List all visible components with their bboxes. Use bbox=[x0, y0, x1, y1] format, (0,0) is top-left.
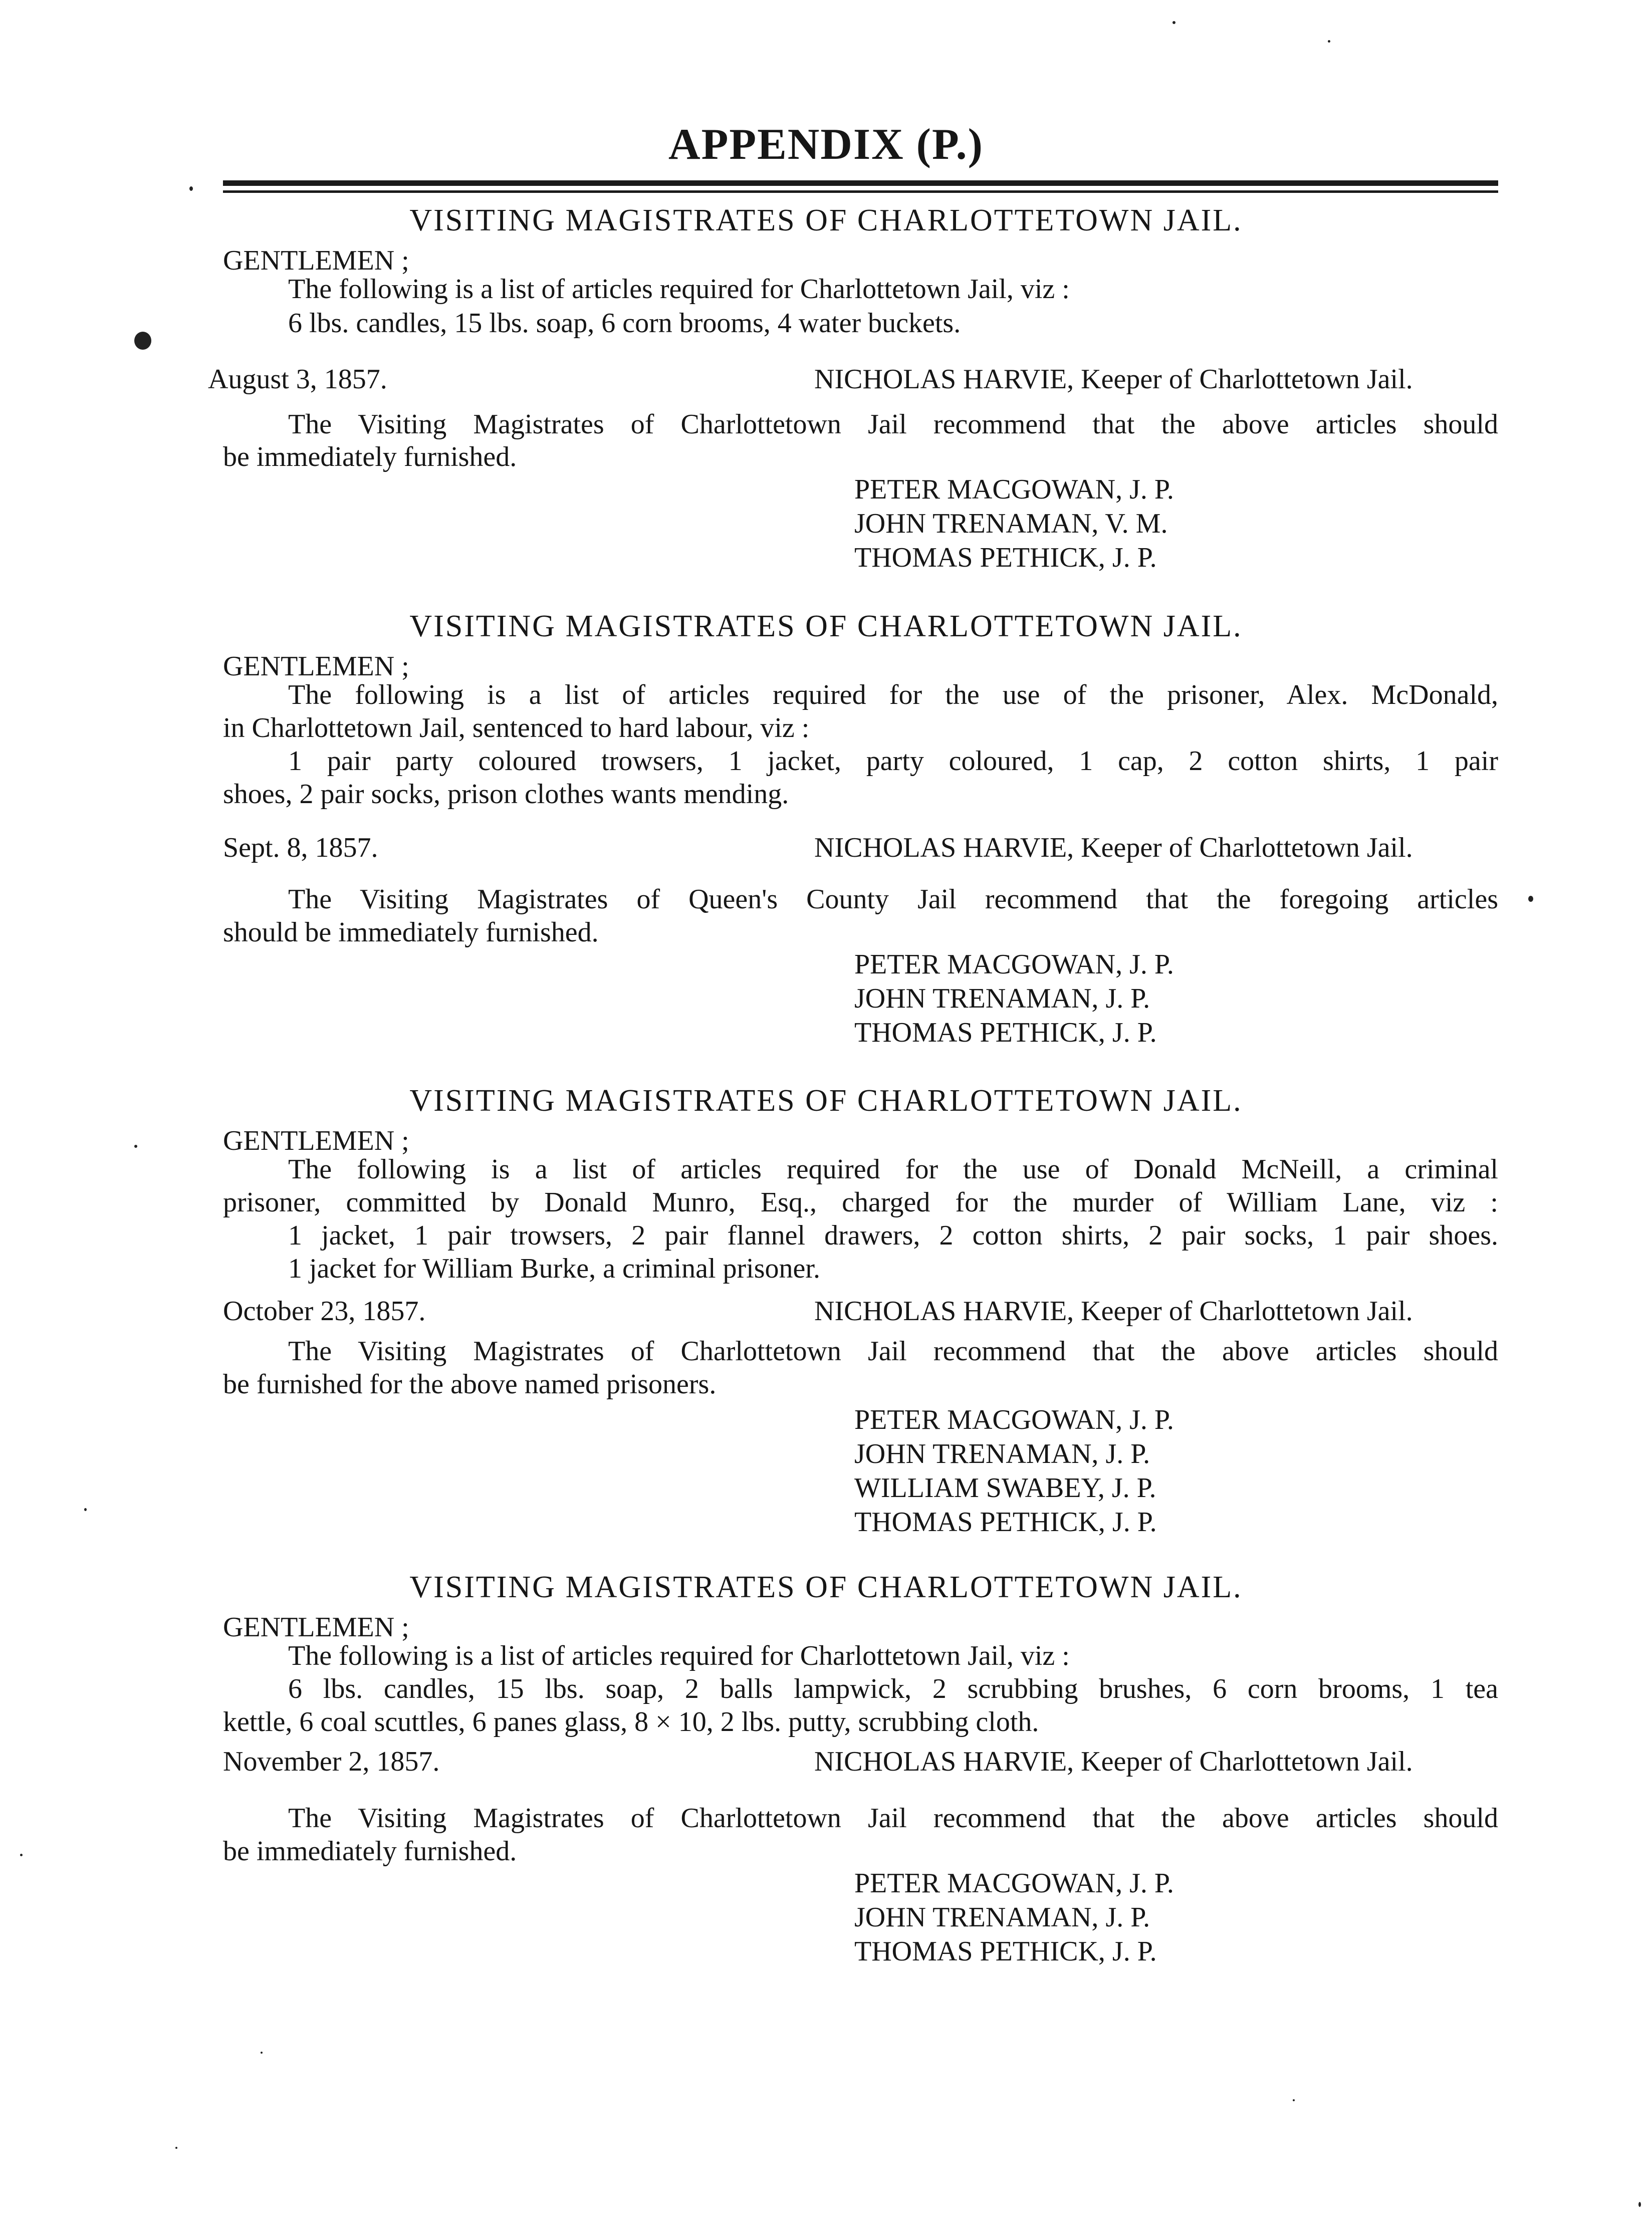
letter-date: November 2, 1857. bbox=[223, 1746, 440, 1777]
appendix-title: APPENDIX (P.) bbox=[668, 120, 984, 169]
body-line: shoes, 2 pair socks, prison clothes wants mending. bbox=[223, 779, 789, 810]
magistrate-title: V. M. bbox=[1098, 508, 1168, 539]
recommendation-line: be immediately furnished. bbox=[223, 441, 517, 472]
letter-date: October 23, 1857. bbox=[223, 1296, 426, 1327]
salutation: GENTLEMEN ; bbox=[223, 245, 409, 276]
magistrate-signature bbox=[854, 1867, 1174, 1899]
magistrate-title: J. P. bbox=[1105, 1936, 1157, 1967]
magistrate-name: JOHN TRENAMAN, bbox=[854, 1902, 1099, 1933]
keeper-title: Keeper of Charlottetown Jail. bbox=[1074, 1746, 1413, 1777]
keeper-signature bbox=[814, 363, 1413, 395]
magistrate-signature bbox=[854, 1506, 1157, 1538]
letter-date: Sept. 8, 1857. bbox=[223, 832, 378, 863]
recommendation-line: should be immediately furnished. bbox=[223, 917, 599, 948]
keeper-name: NICHOLAS HARVIE, bbox=[814, 364, 1074, 395]
scan-speck bbox=[175, 2147, 177, 2149]
recommendation-line: The Visiting Magistrates of Queen's County Jail recommend that the foregoing articles bbox=[288, 884, 1498, 915]
keeper-signature bbox=[814, 1295, 1413, 1327]
recommendation-line: The Visiting Magistrates of Charlottetown Jail recommend that the above articles should bbox=[288, 409, 1498, 440]
section-heading: VISITING MAGISTRATES OF CHARLOTTETOWN JAIL. bbox=[409, 1570, 1243, 1604]
magistrate-title: J. P. bbox=[1098, 1902, 1150, 1933]
body-line: 1 jacket for William Burke, a criminal prisoner. bbox=[288, 1253, 820, 1284]
magistrate-title: J. P. bbox=[1098, 983, 1150, 1014]
magistrate-name: JOHN TRENAMAN, bbox=[854, 508, 1099, 539]
title-rule-thick bbox=[223, 180, 1498, 186]
magistrate-name: PETER MACGOWAN, bbox=[854, 474, 1123, 505]
magistrate-signature bbox=[854, 508, 1167, 540]
scan-speck bbox=[1528, 896, 1533, 902]
section-heading: VISITING MAGISTRATES OF CHARLOTTETOWN JAIL. bbox=[409, 1084, 1243, 1118]
body-line: 6 lbs. candles, 15 lbs. soap, 2 balls lampwick, 2 scrubbing brushes, 6 corn brooms, 1 tea bbox=[288, 1673, 1498, 1704]
magistrate-signature bbox=[854, 948, 1174, 980]
magistrate-signature bbox=[854, 542, 1157, 574]
keeper-signature bbox=[814, 1746, 1413, 1778]
magistrate-signature bbox=[854, 1404, 1174, 1436]
body-line: The following is a list of articles required for the use of the prisoner, Alex. McDonald, bbox=[288, 679, 1498, 710]
keeper-name: NICHOLAS HARVIE, bbox=[814, 1746, 1074, 1777]
body-line: prisoner, committed by Donald Munro, Esq., charged for the murder of William Lane, viz : bbox=[223, 1187, 1498, 1218]
magistrate-name: THOMAS PETHICK, bbox=[854, 1936, 1105, 1967]
recommendation-line: The Visiting Magistrates of Charlottetown Jail recommend that the above articles should bbox=[288, 1336, 1498, 1367]
magistrate-title: J. P. bbox=[1105, 542, 1157, 573]
magistrate-title: J. P. bbox=[1098, 1438, 1150, 1469]
magistrate-signature bbox=[854, 982, 1150, 1015]
title-rule-thin bbox=[223, 190, 1498, 193]
scan-speck bbox=[134, 332, 151, 350]
salutation: GENTLEMEN ; bbox=[223, 1125, 409, 1156]
magistrate-title: J. P. bbox=[1122, 1868, 1174, 1899]
section-heading: VISITING MAGISTRATES OF CHARLOTTETOWN JAIL. bbox=[409, 609, 1243, 643]
recommendation-line: be immediately furnished. bbox=[223, 1836, 517, 1867]
magistrate-signature bbox=[854, 1472, 1156, 1504]
body-line: kettle, 6 coal scuttles, 6 panes glass, 8 × 10, 2 lbs. putty, scrubbing cloth. bbox=[223, 1706, 1039, 1738]
salutation: GENTLEMEN ; bbox=[223, 1612, 409, 1643]
magistrate-signature bbox=[854, 1935, 1157, 1967]
scan-speck bbox=[134, 1145, 137, 1148]
magistrate-signature bbox=[854, 1438, 1150, 1470]
scan-speck bbox=[1293, 2099, 1295, 2101]
scan-speck bbox=[1638, 2202, 1641, 2207]
salutation: GENTLEMEN ; bbox=[223, 651, 409, 682]
scan-speck bbox=[1328, 40, 1330, 43]
scan-speck bbox=[189, 186, 193, 191]
body-line: in Charlottetown Jail, sentenced to hard labour, viz : bbox=[223, 712, 810, 744]
magistrate-title: J. P. bbox=[1122, 474, 1174, 505]
keeper-title: Keeper of Charlottetown Jail. bbox=[1074, 1296, 1413, 1327]
body-line: The following is a list of articles required for Charlottetown Jail, viz : bbox=[288, 274, 1070, 305]
magistrate-title: J. P. bbox=[1122, 949, 1174, 980]
scan-speck bbox=[84, 1508, 87, 1511]
magistrate-name: PETER MACGOWAN, bbox=[854, 949, 1123, 980]
body-line: 1 jacket, 1 pair trowsers, 2 pair flannel drawers, 2 cotton shirts, 2 pair socks, 1 pair shoes. bbox=[288, 1220, 1498, 1251]
magistrate-name: PETER MACGOWAN, bbox=[854, 1868, 1123, 1899]
magistrate-title: J. P. bbox=[1105, 1017, 1157, 1048]
magistrate-name: THOMAS PETHICK, bbox=[854, 542, 1105, 573]
body-line: 1 pair party coloured trowsers, 1 jacket, party coloured, 1 cap, 2 cotton shirts, 1 pair bbox=[288, 746, 1498, 777]
magistrate-signature bbox=[854, 473, 1174, 506]
body-line: 6 lbs. candles, 15 lbs. soap, 6 corn brooms, 4 water buckets. bbox=[288, 308, 961, 339]
keeper-title: Keeper of Charlottetown Jail. bbox=[1074, 832, 1413, 863]
magistrate-title: J. P. bbox=[1104, 1472, 1156, 1504]
magistrate-signature bbox=[854, 1017, 1157, 1049]
section-heading: VISITING MAGISTRATES OF CHARLOTTETOWN JAIL. bbox=[409, 203, 1243, 237]
body-line: The following is a list of articles required for Charlottetown Jail, viz : bbox=[288, 1640, 1070, 1671]
magistrate-signature bbox=[854, 1901, 1150, 1933]
magistrate-name: THOMAS PETHICK, bbox=[854, 1017, 1105, 1048]
magistrate-title: J. P. bbox=[1122, 1404, 1174, 1435]
magistrate-name: WILLIAM SWABEY, bbox=[854, 1472, 1105, 1504]
magistrate-name: JOHN TRENAMAN, bbox=[854, 983, 1099, 1014]
scan-speck bbox=[1172, 21, 1175, 24]
recommendation-line: The Visiting Magistrates of Charlottetown Jail recommend that the above articles should bbox=[288, 1803, 1498, 1834]
magistrate-name: JOHN TRENAMAN, bbox=[854, 1438, 1099, 1469]
keeper-name: NICHOLAS HARVIE, bbox=[814, 832, 1074, 863]
keeper-title: Keeper of Charlottetown Jail. bbox=[1074, 364, 1413, 395]
magistrate-title: J. P. bbox=[1105, 1507, 1157, 1538]
recommendation-line: be furnished for the above named prisoners. bbox=[223, 1369, 717, 1400]
magistrate-name: THOMAS PETHICK, bbox=[854, 1507, 1105, 1538]
keeper-signature bbox=[814, 832, 1413, 864]
scan-speck bbox=[261, 2052, 263, 2054]
magistrate-name: PETER MACGOWAN, bbox=[854, 1404, 1123, 1435]
body-line: The following is a list of articles required for the use of Donald McNeill, a criminal bbox=[288, 1154, 1498, 1185]
keeper-name: NICHOLAS HARVIE, bbox=[814, 1296, 1074, 1327]
scan-speck bbox=[20, 1854, 23, 1856]
letter-date: August 3, 1857. bbox=[208, 364, 387, 395]
